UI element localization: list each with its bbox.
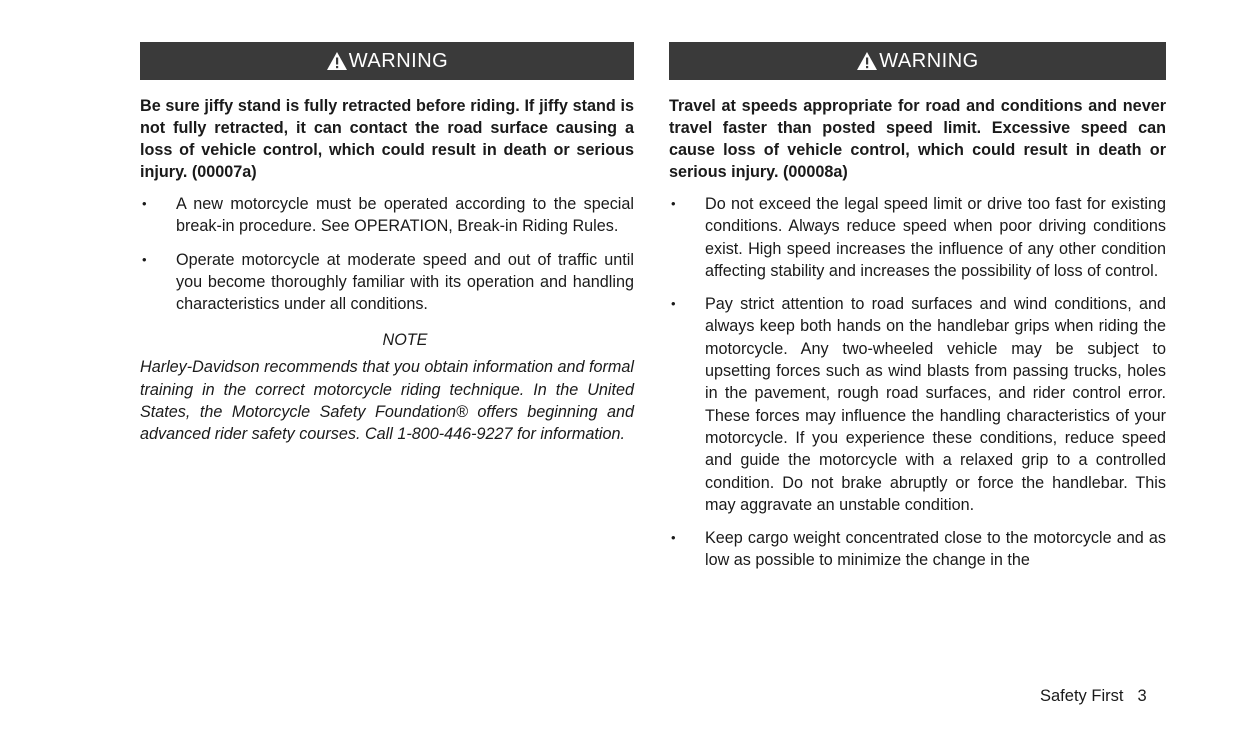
warning-message: Travel at speeds appropriate for road and conditions and never travel faster than posted speed limit. Excessive speed can cause loss of vehicle control, which could result in death or serious injury. (00008a) — [669, 97, 1166, 181]
list-item-text: A new motorcycle must be operated according to the special break-in procedure. See OPERATION, Break-in Riding Rules. — [176, 195, 634, 236]
warning-triangle-icon — [856, 51, 878, 71]
bullet-dot: • — [671, 296, 676, 312]
warning-triangle-icon — [326, 51, 348, 71]
list-item — [669, 193, 1166, 282]
bullet-dot: • — [142, 251, 147, 267]
bullet-list — [140, 193, 634, 315]
list-item — [669, 527, 1166, 572]
bullet-list — [669, 193, 1166, 572]
bullet-dot: • — [142, 196, 147, 211]
page-footer — [1040, 687, 1147, 706]
list-item — [140, 249, 634, 316]
warning-message: Be sure jiffy stand is fully retracted before riding. If jiffy stand is not fully retracted, it can contact the road surface causing a loss of vehicle control, which could result in death or serious injury. (00007a) — [140, 97, 634, 181]
right-column — [669, 42, 1166, 583]
note-heading: NOTE — [382, 331, 428, 350]
list-item-text: Operate motorcycle at moderate speed and out of traffic until you become thoroughly familiar with its operation and handling characteristics under all conditions. — [176, 250, 634, 314]
warning-banner-label: WARNING — [879, 49, 979, 72]
left-column — [140, 42, 634, 446]
footer-section-title: Safety First — [1040, 687, 1124, 705]
page-number: 3 — [1137, 687, 1147, 705]
warning-banner — [669, 42, 1166, 80]
bullet-dot: • — [671, 196, 676, 211]
bullet-dot: • — [671, 530, 676, 546]
list-item-text: Keep cargo weight concentrated close to the motorcycle and as low as possible to minimize the change in the — [705, 529, 1166, 570]
list-item-text: Do not exceed the legal speed limit or drive too fast for existing conditions. Always reduce speed when poor driving conditions exist. High speed increases the influence of any other condition affecting stability and increases the possibility of loss of control. — [705, 195, 1166, 280]
warning-banner — [140, 42, 634, 80]
list-item-text: Pay strict attention to road surfaces and wind conditions, and always keep both hands on the handlebar grips when riding the motorcycle. Any two-wheeled vehicle may be subject to upsetting forces such as wind blasts from passing trucks, holes in the pavement, rough road surfaces, and rider control error. These forces may influence the handling characteristics of your motorcycle. If you experience these conditions, reduce speed and guide the motorcycle with a relaxed grip to a controlled condition. Do not brake abruptly or force the handlebar. This may aggravate an unstable condition. — [705, 295, 1166, 514]
list-item — [140, 193, 634, 238]
list-item — [669, 293, 1166, 516]
note-text: Harley-Davidson recommends that you obtain information and formal training in the correct motorcycle riding technique. In the United States, the Motorcycle Safety Foundation® offers beginning and advanced rider safety courses. Call 1-800-446-9227 for information. — [140, 358, 634, 444]
warning-banner-label: WARNING — [348, 49, 449, 72]
